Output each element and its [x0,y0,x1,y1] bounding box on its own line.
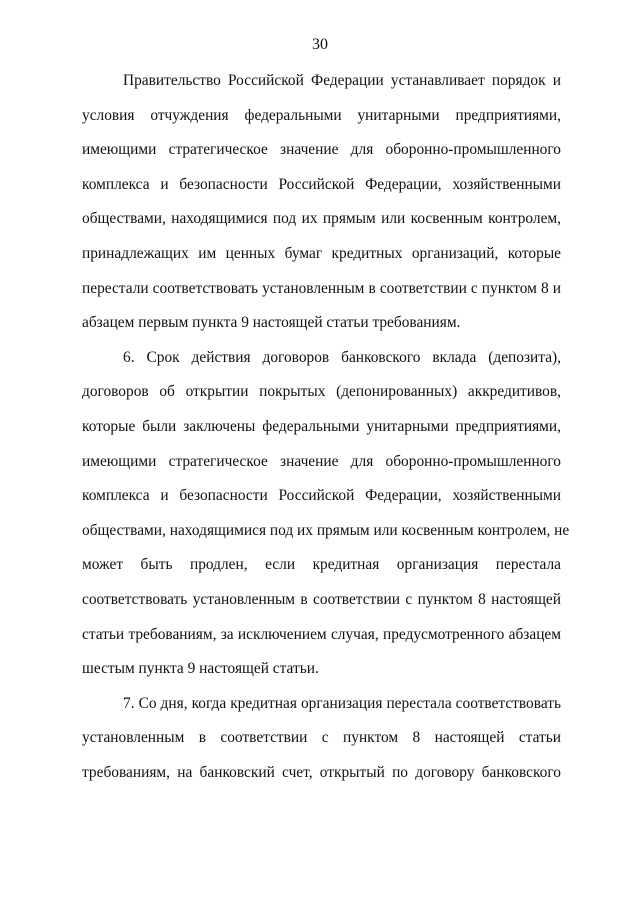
text-line: договоров об открытии покрытых (депонированных) аккредитивов, [82,383,561,401]
text-line: шестым пункта 9 настоящей статьи. [82,660,319,678]
text-line: имеющими стратегическое значение для оборонно-промышленного [82,141,561,159]
text-line: комплекса и безопасности Российской Федерации, хозяйственными [82,175,561,193]
text-line: требованиям, на банковский счет, открытый по договору банковского [82,763,561,781]
text-line: обществами, находящимися под их прямым или косвенным контролем, не [82,521,570,539]
text-line: которые были заключены федеральными унитарными предприятиями, [82,417,561,435]
text-line: установленным в соответствии с пунктом 8 настоящей статьи [82,729,561,747]
text-line: перестали соответствовать установленным в соответствии с пунктом 8 и [82,279,561,297]
text-line: абзацем первым пункта 9 настоящей статьи требованиям. [82,314,461,332]
text-line: принадлежащих им ценных бумаг кредитных организаций, которые [82,244,561,262]
text-line: обществами, находящимися под их прямым или косвенным контролем, [82,210,561,228]
text-line: статьи требованиям, за исключением случая, предусмотренного абзацем [82,625,561,643]
document-body [82,64,570,790]
text-line: 7. Со дня, когда кредитная организация перестала соответствовать [123,694,561,712]
paragraph-clause-7 [82,687,561,791]
text-line: Правительство Российской Федерации устанавливает порядок и [123,72,561,89]
text-line: может быть продлен, если кредитная организация перестала [82,556,561,574]
paragraph-government-procedure [82,64,561,341]
paragraph-clause-6 [82,341,570,687]
page-number: 30 [312,36,328,53]
text-line: комплекса и безопасности Российской Федерации, хозяйственными [82,487,561,505]
text-line: 6. Срок действия договоров банковского вклада (депозита), [123,348,561,366]
text-line: имеющими стратегическое значение для оборонно-промышленного [82,452,561,470]
text-line: соответствовать установленным в соответствии с пунктом 8 настоящей [82,590,561,608]
text-line: условия отчуждения федеральными унитарными предприятиями, [82,106,561,124]
